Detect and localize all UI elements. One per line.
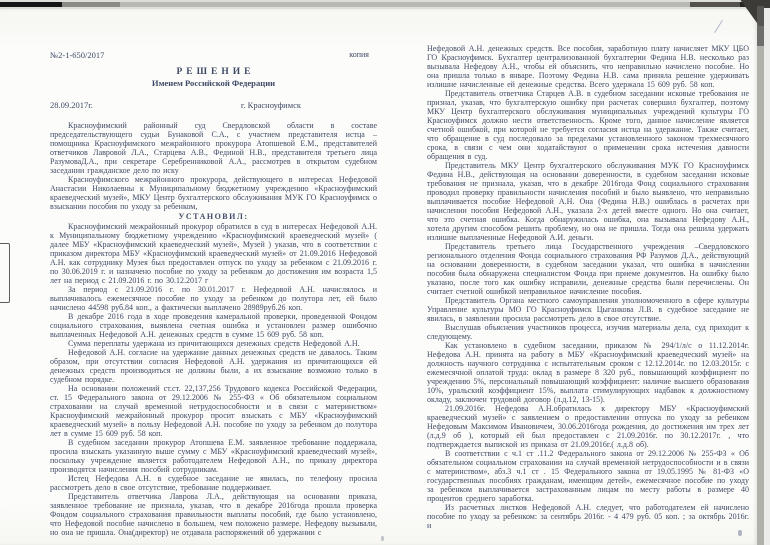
scan-edge-right-gap (764, 8, 770, 545)
paragraph: Представитель МКУ Центр бухгалтерского обслуживания МУК ГО Красноуфимск Федина Н.В., действующая на основании доверенности, в судебном заседании исковые требования не признала, указав, что в декабре 2016года Фонд социального страхования проводил проверку правильности начисления пособий и было выявлено, что неправильно выплачивается пособие Нефедовой А.Н. Она (Федина Н.В.) ошиблась в расчетах при начислении пособия Нефедовой А.Н., указала 2-х детей вместе одного. Но она считает, что это счетная ошибка. Когда обнаружилась ошибка, она вызывала Нефедову А.Н., хотела другим способом решить проблему, но она не пришла. Тогда она решила удержать излишне выплаченные Нефедовой А.И. деньги. (427, 161, 749, 242)
paragraph: За период с 21.09.2016 г. по 30.01.2017 г. Нефедовой А.Н. начислялось и выплачивалось ежемесячное пособие по уходу за ребенком до полутора лет, ей было начислено 44598 руб.84 коп., а фактически выплачено 28989руб.26 коп. (50, 285, 377, 312)
paragraph: Сумма переплаты удержана из причитающихся денежных средств Нефедовой А.Н. (68, 339, 360, 348)
date-row (50, 100, 377, 110)
paragraph: В судебном заседании прокурор Атопшева Е.М. заявленное требование поддержала, просила взыскать указанную выше сумму с МБУ «Красноуфимский краеведческий музей», поскольку учреждение является работодателем Нефедовой А.Н., по приказу директора производятся начисления пособий сотрудникам. (50, 438, 377, 474)
paragraph: Представитель третьего лица Государственного учреждения –Свердловского регионального отделения Фонда социального страхования РФ Разумов Д.А., действующий на основании доверенности, в судебном заседании указал, что ошибка в начислении пособия была обнаружена специалистом Фонда при приеме документов. На ошибку было указано, после того как ошибку исправили, денежные средства были перечислены. Он считает счетной ошибкой неправильное начисление пособия. (427, 242, 749, 296)
document-subtitle: Именем Российской Федерации (151, 78, 276, 88)
document-title: РЕШЕНИЕ (176, 67, 255, 77)
paragraph: На основании положений ст.ст. 22,137,256 Трудового кодекса Российской Федерации, ст. 15 Федерального закона от 29.12.2006 № 255-ФЗ « Об обязательном социальном страховании на случай временной нетрудоспособности и в связи с материнством» Красноуфимский межрайонный прокурор просит взыскать с МБУ «Красноуфимский краеведческий музей» в пользу Нефедовой А.Н. пособие по уходу за ребенком до полутора лет в сумме 15 609 руб. 58 коп. (50, 384, 377, 438)
copy-label: копия (349, 50, 369, 59)
scan-edge-top (0, 2, 770, 7)
scan-edge-right (757, 6, 764, 545)
paragraph: Нефедовой А.Н. согласие на удержание данных денежных средств не давалось. Таким образом, при отсутствии согласия Нефедовой А.Н. удержания из причитающихся ей денежных средств производиться не должны были, а их взыскание возможно только в судебном порядке. (50, 348, 377, 384)
binder-tab-mark (0, 243, 10, 303)
case-number: №2-1-650/2017 (50, 50, 105, 60)
page-right (427, 44, 749, 530)
paragraph: Представитель ответчика Старцев А.В. в судебном заседании исковые требования не признал, указав, что бухгалтерскую ошибку при расчетах совершил бухгалтер, поэтому МКУ Центр бухгалтерского обслуживания муниципальных учреждений культуры ГО Красноуфимск должно нести ответственность. Кроме того, данное начисление является счетной ошибкой, при которой не требуется согласия истца на удержание. Также считает, что обращение в суд последовало за пределами установленного законом трехмесячного срока, в связи с чем они ходатайствуют о применении срока истечения давности обращения в суд. (427, 89, 749, 161)
paragraph: Красноуфимский районный суд Свердловской области в составе председательствующего судьи Бунаковой С.А., с участием представителя истца – помощника Красноуфимского межрайонного прокурора Атопшевой Е.М., представителей ответчиков Лавровой Л.А., Старцева А.В., Фединой Н.В., представителя третьего лица РазумоваД.А., при секретаре Серебренниковой А.А., рассмотрев в открытом судебном заседании гражданское дело по иску (50, 121, 377, 175)
paragraph: 21.09.2016г. Нефедова А.Н.обратилась к директору МБУ «Красноуфимский краеведческий музей» с заявлением о предоставлении отпуска по уходу за ребенком Нефедовым Максимом Ивановичем, 30.06.2016года рождения, до достижения им трех лет (л.д.9 об ), который ей был предоставлен с 21.09.2016г. по 30.12.2017г. , что подтверждается выпиской из приказа от 21.09.2016г.( л.д.8 об). (427, 404, 749, 449)
left-page-text (50, 121, 377, 537)
page-header (50, 50, 377, 60)
paragraph: Красноуфимского межрайонного прокурора, действующего в интересах Нефедовой Анастасии Николаевны к Муниципальному бюджетному учреждению «Красноуфимский краеведческий музей», МКУ Центр бухгалтерского обслуживания МУК ГО Красноуфимск о взыскании пособия по уходу за ребенком, (50, 175, 377, 211)
paragraph: Представитель Органа местного самоуправления уполномоченного в сфере культуры Управление культуры МО ГО Красноуфимск Цыганкова Л.В. в судебное заседание не явилась, в заявлении просила рассмотреть дело в свое отсутствие. (427, 296, 749, 323)
paragraph: Красноуфимский межрайонный прокурор обратился в суд в интересах Нефедовой А.Н. к Муниципальному бюджетному учреждению «Красноуфимский краеведческий музей» ( далее МБУ «Красноуфимский краеведческий музей», Музей ) указав, что в соответствии с приказом директора МБУ «Красноуфимский краеведческий музей» от 21.09.2016 Нефедовой А.Н. как сотруднику Музея был предоставлен отпуск по уходу за ребенком с 21.09.2016 г. по 30.06.2019 г. и назначено пособие по уходу за ребенком до достижения им возраста 1,5 лет на период с 21.09.2016 г. по 30.12.2017 г (50, 222, 377, 285)
page-left (50, 50, 377, 537)
right-page-text (427, 44, 749, 530)
decision-city: г. Красноуфимск (240, 100, 301, 110)
paragraph: Представитель ответчика Лаврова Л.А., действующая на основании приказа, заявленное требование не признала, указав, что в декабре 2016года прошла проверка Фондом социального страхования правильности выплаты пособий, где было установлено, что Нефедовой пособие начислено в большем, чем положено размере. Нефедову вызывали, но она не пришла. Она(директор) не отдавала распоряжений об удержании с (50, 492, 377, 537)
paragraph: Выслушав объяснения участников процесса, изучив материалы дела, суд приходит к следующему. (427, 323, 749, 341)
paragraph: Как установлено в судебном заседании, приказом № 294/1/л/с о 11.12.2014г. Нефедова А.Н. принята на работу в МБУ «Красноуфимский краеведческий музей» на должность научного сотрудника с испытательным сроком с 12.12.2014г. по 12.03.2015г. с ежемесячной оплатой труда: оклад в размере 8 320 руб., повышающий коэффициент по учреждению 5%, персональный повышающий коэффициент: наличие высшего образования 10%, уральский коэффициент 15%, выплата стимулирующих надбавок к должностному окладу, заключен трудовой договор (л.д.12, 13-15). (427, 341, 749, 404)
paragraph: В соответствии с ч.1 ст .11.2 Федерального закона от 29.12.2006 № 255-ФЗ « Об обязательном социальном страховании на случай временной нетрудоспособности и в связи с материнством», абз.3 ч.1 ст . 15 Федерального закона от 19.05.1995 № 81-ФЗ «О государственных пособиях гражданам, имеющим детей», ежемесячное пособие по уходу за ребенком выплачивается застрахованным лицам по месту работы в размере 40 процентов среднего заработка. (427, 449, 749, 503)
paragraph: В декабре 2016 года в ходе проведения камеральной проверки, проведенной Фондом социального страхования, выявлена счетная ошибка и установлен размер ошибочно выплаченных Нефедовой А.Н. денежных средств в сумме 15 609 руб. 58 коп. (50, 312, 377, 339)
paragraph: УСТАНОВИЛ: (178, 212, 249, 221)
page-number-smudge (738, 530, 742, 536)
paragraph: Нефедовой А.Н. денежных средств. Все пособия, заработную плату начисляет МКУ ЦБО ГО Красноуфимск. Бухгалтер централизованной бухгалтерии Федина Н.В. несколько раз вызывала Нефедову А.Н., чтобы ей объяснить, что неправильно начислено пособие. Но она пришла только в январе. Поэтому Федина Н.В. сама приняла решение удерживать излишне начисленные ей денежные средства. Всего удержала 15 609 руб. 58 коп. (427, 44, 749, 89)
paragraph: Истец Нефедова А.Н. в судебное заседание не явилась, по телефону просила рассмотреть дело в свое отсутствие, требование поддерживает. (50, 474, 377, 492)
decision-date: 28.09.2017г. (50, 100, 93, 110)
corner-smudge (381, 536, 384, 541)
paragraph: Из расчетных листков Нефедовой А.Н. следует, что работодателем ей начислено пособие по уходу за ребенком: за сентябрь 2016г. - 4 479 руб. 05 коп. ; за октябрь 2016г. и (427, 503, 749, 530)
